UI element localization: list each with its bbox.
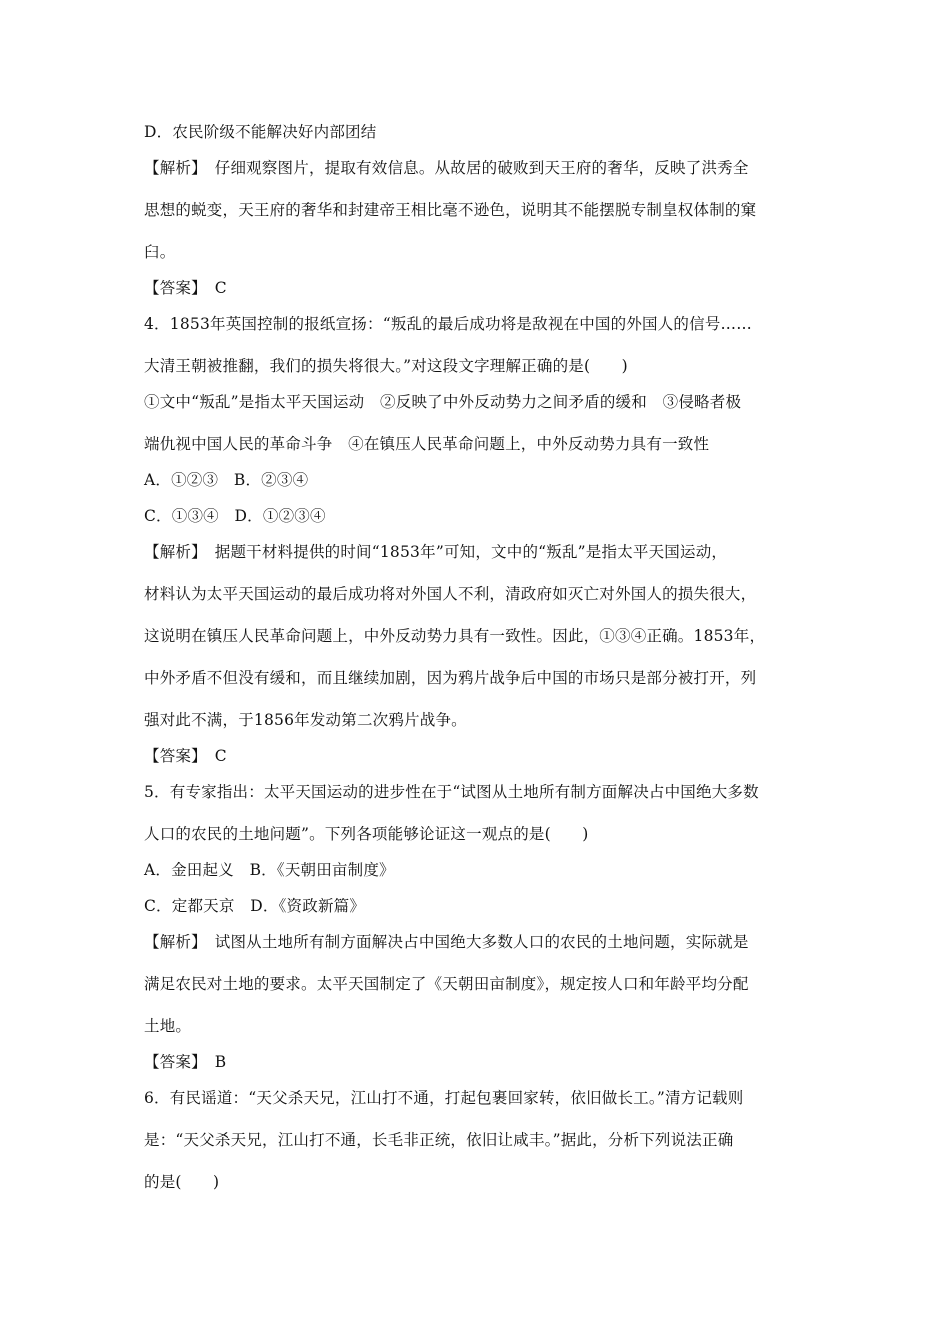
q5-stem-line-2: 人口的农民的土地问题”。下列各项能够论证这一观点的是( ) <box>144 825 589 843</box>
q6-stem-line-3: 的是( ) <box>144 1173 220 1191</box>
q5-answer: 【答案】 B <box>144 1053 227 1071</box>
q4-options-cd: C．①③④ D．①②③④ <box>144 507 326 525</box>
q4-analysis-line-4: 中外矛盾不但没有缓和，而且继续加剧，因为鸦片战争后中国的市场只是部分被打开，列 <box>144 669 757 687</box>
q6-stem-line-1: 6．有民谣道：“天父杀天兄，江山打不通，打起包裹回家转，依旧做长工。”清方记载则 <box>144 1089 744 1107</box>
q3-analysis-line-1: 【解析】 仔细观察图片，提取有效信息。从故居的破败到天王府的奢华，反映了洪秀全 <box>144 159 749 177</box>
q4-answer: 【答案】 C <box>144 747 227 765</box>
q3-analysis-line-3: 臼。 <box>144 243 176 261</box>
q5-analysis-line-3: 土地。 <box>144 1017 192 1035</box>
q4-analysis-line-2: 材料认为太平天国运动的最后成功将对外国人不利，清政府如灭亡对外国人的损失很大， <box>144 585 757 603</box>
q4-analysis-line-5: 强对此不满，于1856年发动第二次鸦片战争。 <box>144 711 467 729</box>
document-page <box>144 122 808 1192</box>
q3-answer: 【答案】 C <box>144 279 227 297</box>
q5-stem-line-1: 5．有专家指出：太平天国运动的进步性在于“试图从土地所有制方面解决占中国绝大多数 <box>144 783 759 801</box>
q5-analysis-line-2: 满足农民对土地的要求。太平天国制定了《天朝田亩制度》，规定按人口和年龄平均分配 <box>144 975 749 993</box>
q4-analysis-line-1: 【解析】 据题干材料提供的时间“1853年”可知，文中的“叛乱”是指太平天国运动， <box>144 543 728 561</box>
q5-analysis-line-1: 【解析】 试图从土地所有制方面解决占中国绝大多数人口的农民的土地问题，实际就是 <box>144 933 749 951</box>
q3-option-d: D．农民阶级不能解决好内部团结 <box>144 123 377 141</box>
q4-options-ab: A．①②③ B．②③④ <box>144 471 309 489</box>
q4-analysis-line-3: 这说明在镇压人民革命问题上，中外反动势力具有一致性。因此，①③④正确。1853年， <box>144 627 766 645</box>
q4-statements-line-1: ①文中“叛乱”是指太平天国运动 ②反映了中外反动势力之间矛盾的缓和 ③侵略者极 <box>144 393 742 411</box>
q6-stem-line-2: 是：“天父杀天兄，江山打不通，长毛非正统，依旧让咸丰。”据此，分析下列说法正确 <box>144 1131 734 1149</box>
q4-stem-line-2: 大清王朝被推翻，我们的损失将很大。”对这段文字理解正确的是( ) <box>144 357 628 375</box>
q5-options-ab: A．金田起义 B．《天朝田亩制度》 <box>144 861 395 879</box>
q3-analysis-line-2: 思想的蜕变，天王府的奢华和封建帝王相比毫不逊色，说明其不能摆脱专制皇权体制的窠 <box>144 201 757 219</box>
q4-statements-line-2: 端仇视中国人民的革命斗争 ④在镇压人民革命问题上，中外反动势力具有一致性 <box>144 435 710 453</box>
q4-stem-line-1: 4．1853年英国控制的报纸宣扬：“叛乱的最后成功将是敌视在中国的外国人的信号…… <box>144 315 752 333</box>
q5-options-cd: C．定都天京 D．《资政新篇》 <box>144 897 366 915</box>
